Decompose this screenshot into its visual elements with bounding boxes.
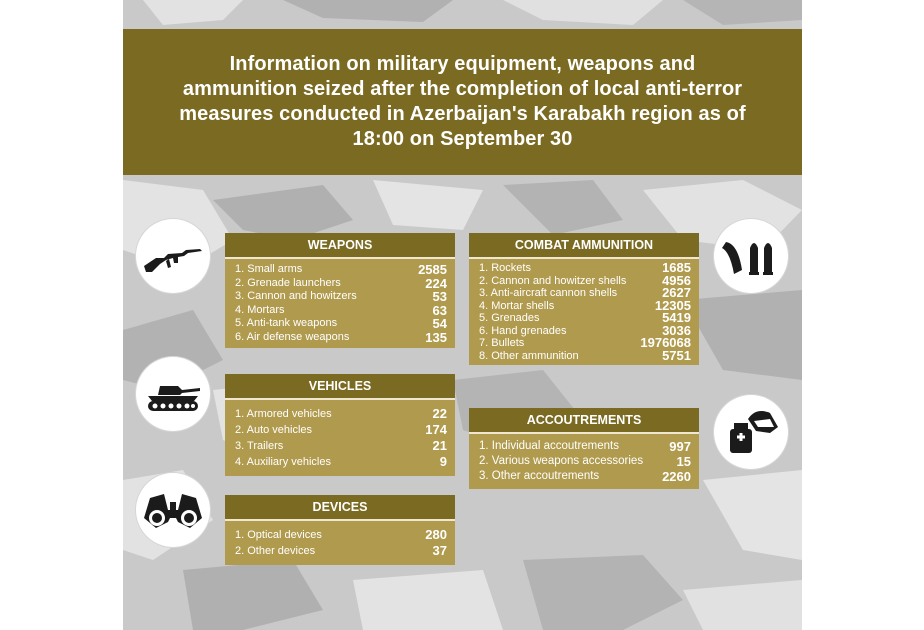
- list-item: [479, 312, 691, 325]
- accoutrements-list: [469, 434, 699, 489]
- rifle-icon: [136, 219, 210, 293]
- accoutrements-panel: [469, 408, 699, 489]
- item-label: 3. Other accoutrements: [479, 470, 600, 482]
- ammunition-list: [469, 259, 699, 365]
- item-value: 5419: [662, 310, 691, 325]
- accoutrements-icon: [714, 395, 788, 469]
- weapons-list: [225, 259, 455, 348]
- item-label: 2. Auto vehicles: [235, 424, 313, 436]
- item-value: 12305: [654, 297, 691, 313]
- item-label: 6. Air defense weapons: [235, 330, 350, 343]
- list-item: [479, 262, 691, 275]
- list-item: [479, 347, 691, 363]
- list-item: [235, 263, 447, 277]
- item-value: 3036: [662, 322, 691, 338]
- item-value: 53: [432, 289, 447, 304]
- list-item: [235, 543, 447, 559]
- item-label: 1. Individual accoutrements: [479, 440, 619, 452]
- tank-icon: [136, 357, 210, 431]
- list-item: [479, 272, 691, 288]
- item-label: 1. Armored vehicles: [235, 408, 332, 420]
- item-value: 2260: [662, 469, 691, 484]
- list-item: [235, 406, 447, 422]
- list-item: [479, 439, 691, 454]
- item-value: 37: [432, 543, 447, 558]
- item-value: 15: [676, 454, 691, 469]
- item-value: 1976068: [640, 335, 691, 350]
- vehicles-panel: [225, 374, 455, 476]
- item-label: 5. Grenades: [479, 312, 540, 324]
- list-item: [479, 469, 691, 484]
- item-value: 224: [425, 275, 447, 291]
- item-label: 5. Anti-tank weapons: [235, 317, 338, 329]
- list-item: [235, 454, 447, 470]
- item-label: 2. Grenade launchers: [235, 276, 341, 289]
- list-item: [479, 337, 691, 350]
- item-value: 997: [669, 439, 691, 454]
- item-label: 3. Anti-aircraft cannon shells: [479, 287, 618, 299]
- list-item: [235, 304, 447, 318]
- list-item: [235, 527, 447, 543]
- item-label: 4. Mortar shells: [479, 299, 555, 312]
- item-value: 280: [425, 527, 447, 542]
- ammunition-heading: COMBAT AMMUNITION: [469, 233, 699, 259]
- item-value: 22: [432, 406, 447, 421]
- title-banner: [123, 29, 802, 175]
- accoutrements-heading: ACCOUTREMENTS: [469, 408, 699, 434]
- item-label: 2. Cannon and howitzer shells: [479, 274, 627, 287]
- page-title: Information on military equipment, weapons and ammunition seized after the completion of local anti-terror measures conducted in Azerbaijan's Karabakh region as of 18:00 on September 30: [179, 53, 746, 150]
- item-label: 7. Bullets: [479, 337, 525, 349]
- binoculars-icon: [136, 473, 210, 547]
- list-item: [235, 438, 447, 454]
- item-label: 6. Hand grenades: [479, 324, 567, 337]
- weapons-panel: [225, 233, 455, 348]
- item-label: 3. Cannon and howitzers: [235, 290, 357, 302]
- list-item: [235, 277, 447, 291]
- item-value: 9: [439, 454, 447, 469]
- item-label: 3. Trailers: [235, 440, 284, 452]
- item-value: 1685: [662, 260, 691, 275]
- item-value: 5751: [662, 347, 691, 363]
- list-item: [479, 297, 691, 313]
- infographic: [123, 0, 802, 630]
- vehicles-list: [225, 400, 455, 476]
- item-label: 8. Other ammunition: [479, 349, 579, 362]
- item-value: 21: [432, 438, 447, 453]
- ammunition-panel: [469, 233, 699, 365]
- weapons-heading: WEAPONS: [225, 233, 455, 259]
- item-label: 2. Various weapons accessories: [479, 455, 644, 467]
- devices-panel: [225, 495, 455, 565]
- item-value: 2585: [418, 262, 447, 277]
- list-item: [235, 331, 447, 345]
- list-item: [235, 317, 447, 331]
- item-label: 1. Rockets: [479, 262, 531, 274]
- vehicles-heading: VEHICLES: [225, 374, 455, 400]
- list-item: [479, 454, 691, 469]
- list-item: [235, 422, 447, 438]
- item-value: 135: [425, 329, 447, 345]
- item-label: 2. Other devices: [235, 545, 316, 557]
- devices-heading: DEVICES: [225, 495, 455, 521]
- item-label: 4. Mortars: [235, 303, 285, 316]
- item-value: 174: [425, 422, 447, 437]
- item-label: 1. Small arms: [235, 263, 303, 275]
- item-value: 63: [432, 302, 447, 318]
- ammunition-icon: [714, 219, 788, 293]
- list-item: [235, 290, 447, 304]
- item-value: 4956: [662, 272, 691, 288]
- item-value: 2627: [662, 285, 691, 300]
- item-label: 4. Auxiliary vehicles: [235, 456, 331, 468]
- devices-list: [225, 521, 455, 565]
- item-value: 54: [432, 316, 447, 331]
- item-label: 1. Optical devices: [235, 529, 322, 541]
